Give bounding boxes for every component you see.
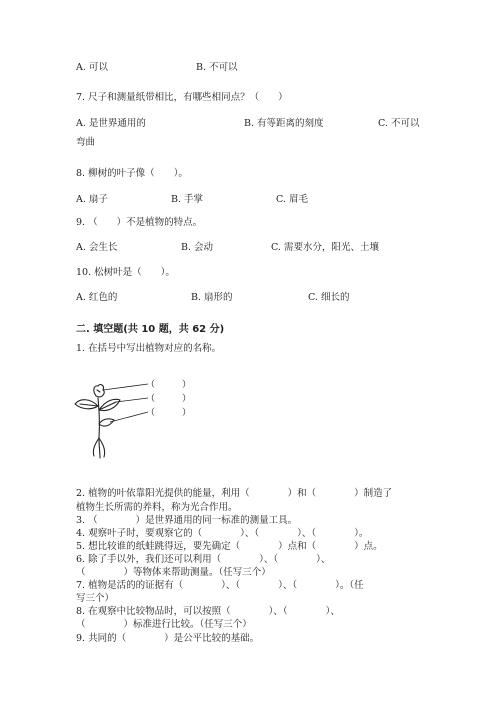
q10-option-b[interactable]: B. 扇形的 bbox=[191, 292, 233, 303]
q8-stem: 8. 柳树的叶子像（ ）。 bbox=[76, 168, 188, 179]
fill7-line1: 7. 植物是活的的证据有（ ）、（ ）、（ ）。（任 bbox=[76, 580, 364, 591]
fill2-line1: 2. 植物的叶依靠阳光提供的能量，利用（ ）和（ ）制造了 bbox=[76, 488, 393, 499]
q7-option-c[interactable]: C. 不可以 bbox=[378, 118, 420, 129]
q9-option-c[interactable]: C. 需要水分，阳光、土壤 bbox=[271, 242, 379, 253]
fill1-label-leaf[interactable]: （ ） bbox=[146, 394, 192, 404]
q9-option-b[interactable]: B. 会动 bbox=[181, 242, 214, 253]
section-heading-fill-in: 二. 填空题(共 10 题，共 62 分) bbox=[76, 324, 225, 335]
fill1-stem: 1. 在括号中写出植物对应的名称。 bbox=[76, 343, 222, 354]
q6-option-b[interactable]: B. 不可以 bbox=[196, 62, 238, 73]
fill8-line2: （ ）标准进行比较。（任写三个） bbox=[76, 619, 252, 630]
fill8-line1: 8. 在观察中比较物品时，可以按照（ ）、（ ）、 bbox=[76, 606, 340, 617]
q7-option-a[interactable]: A. 是世界通用的 bbox=[76, 118, 146, 129]
fill4-line: 4. 观察叶子时，要观察它的（ ）、（ ）、（ ）。 bbox=[76, 528, 369, 539]
fill3-line: 3. （ ）是世界通用的同一标准的测量工具。 bbox=[76, 515, 298, 526]
q7-stem: 7. 尺子和测量纸带相比，有哪些相同点？（ ） bbox=[76, 92, 288, 103]
fill1-label-stem[interactable]: （ ） bbox=[146, 408, 192, 418]
plant-illustration bbox=[70, 380, 210, 460]
q9-stem: 9. （ ）不是植物的特点。 bbox=[76, 217, 203, 228]
q10-stem: 10. 松树叶是（ ）。 bbox=[76, 267, 175, 278]
q7-option-c-wrap: 弯曲 bbox=[76, 137, 96, 148]
q8-option-a[interactable]: A. 扇子 bbox=[76, 194, 108, 205]
q9-option-a[interactable]: A. 会生长 bbox=[76, 242, 118, 253]
fill6-line2: （ ）等物体来帮助测量。（任写三个） bbox=[76, 567, 271, 578]
q8-option-b[interactable]: B. 手掌 bbox=[171, 194, 204, 205]
fill9-line: 9. 共同的（ ）是公平比较的基础。 bbox=[76, 633, 260, 644]
fill5-line: 5. 想比较谁的纸蛙跳得远，要先确定（ ）点和（ ）点。 bbox=[76, 541, 383, 552]
q10-option-c[interactable]: C. 细长的 bbox=[308, 292, 350, 303]
q8-option-c[interactable]: C. 眉毛 bbox=[276, 194, 308, 205]
q6-option-a[interactable]: A. 可以 bbox=[76, 62, 108, 73]
q7-option-b[interactable]: B. 有等距离的刻度 bbox=[244, 118, 324, 129]
fill6-line1: 6. 除了手以外，我们还可以利用（ ）、（ ）、 bbox=[76, 554, 331, 565]
fill7-line2: 写三个） bbox=[76, 593, 115, 604]
q10-option-a[interactable]: A. 红色的 bbox=[76, 292, 118, 303]
fill1-label-flower[interactable]: （ ） bbox=[146, 380, 192, 390]
fill2-line2: 植物生长所需的养料，称为光合作用。 bbox=[76, 502, 238, 513]
